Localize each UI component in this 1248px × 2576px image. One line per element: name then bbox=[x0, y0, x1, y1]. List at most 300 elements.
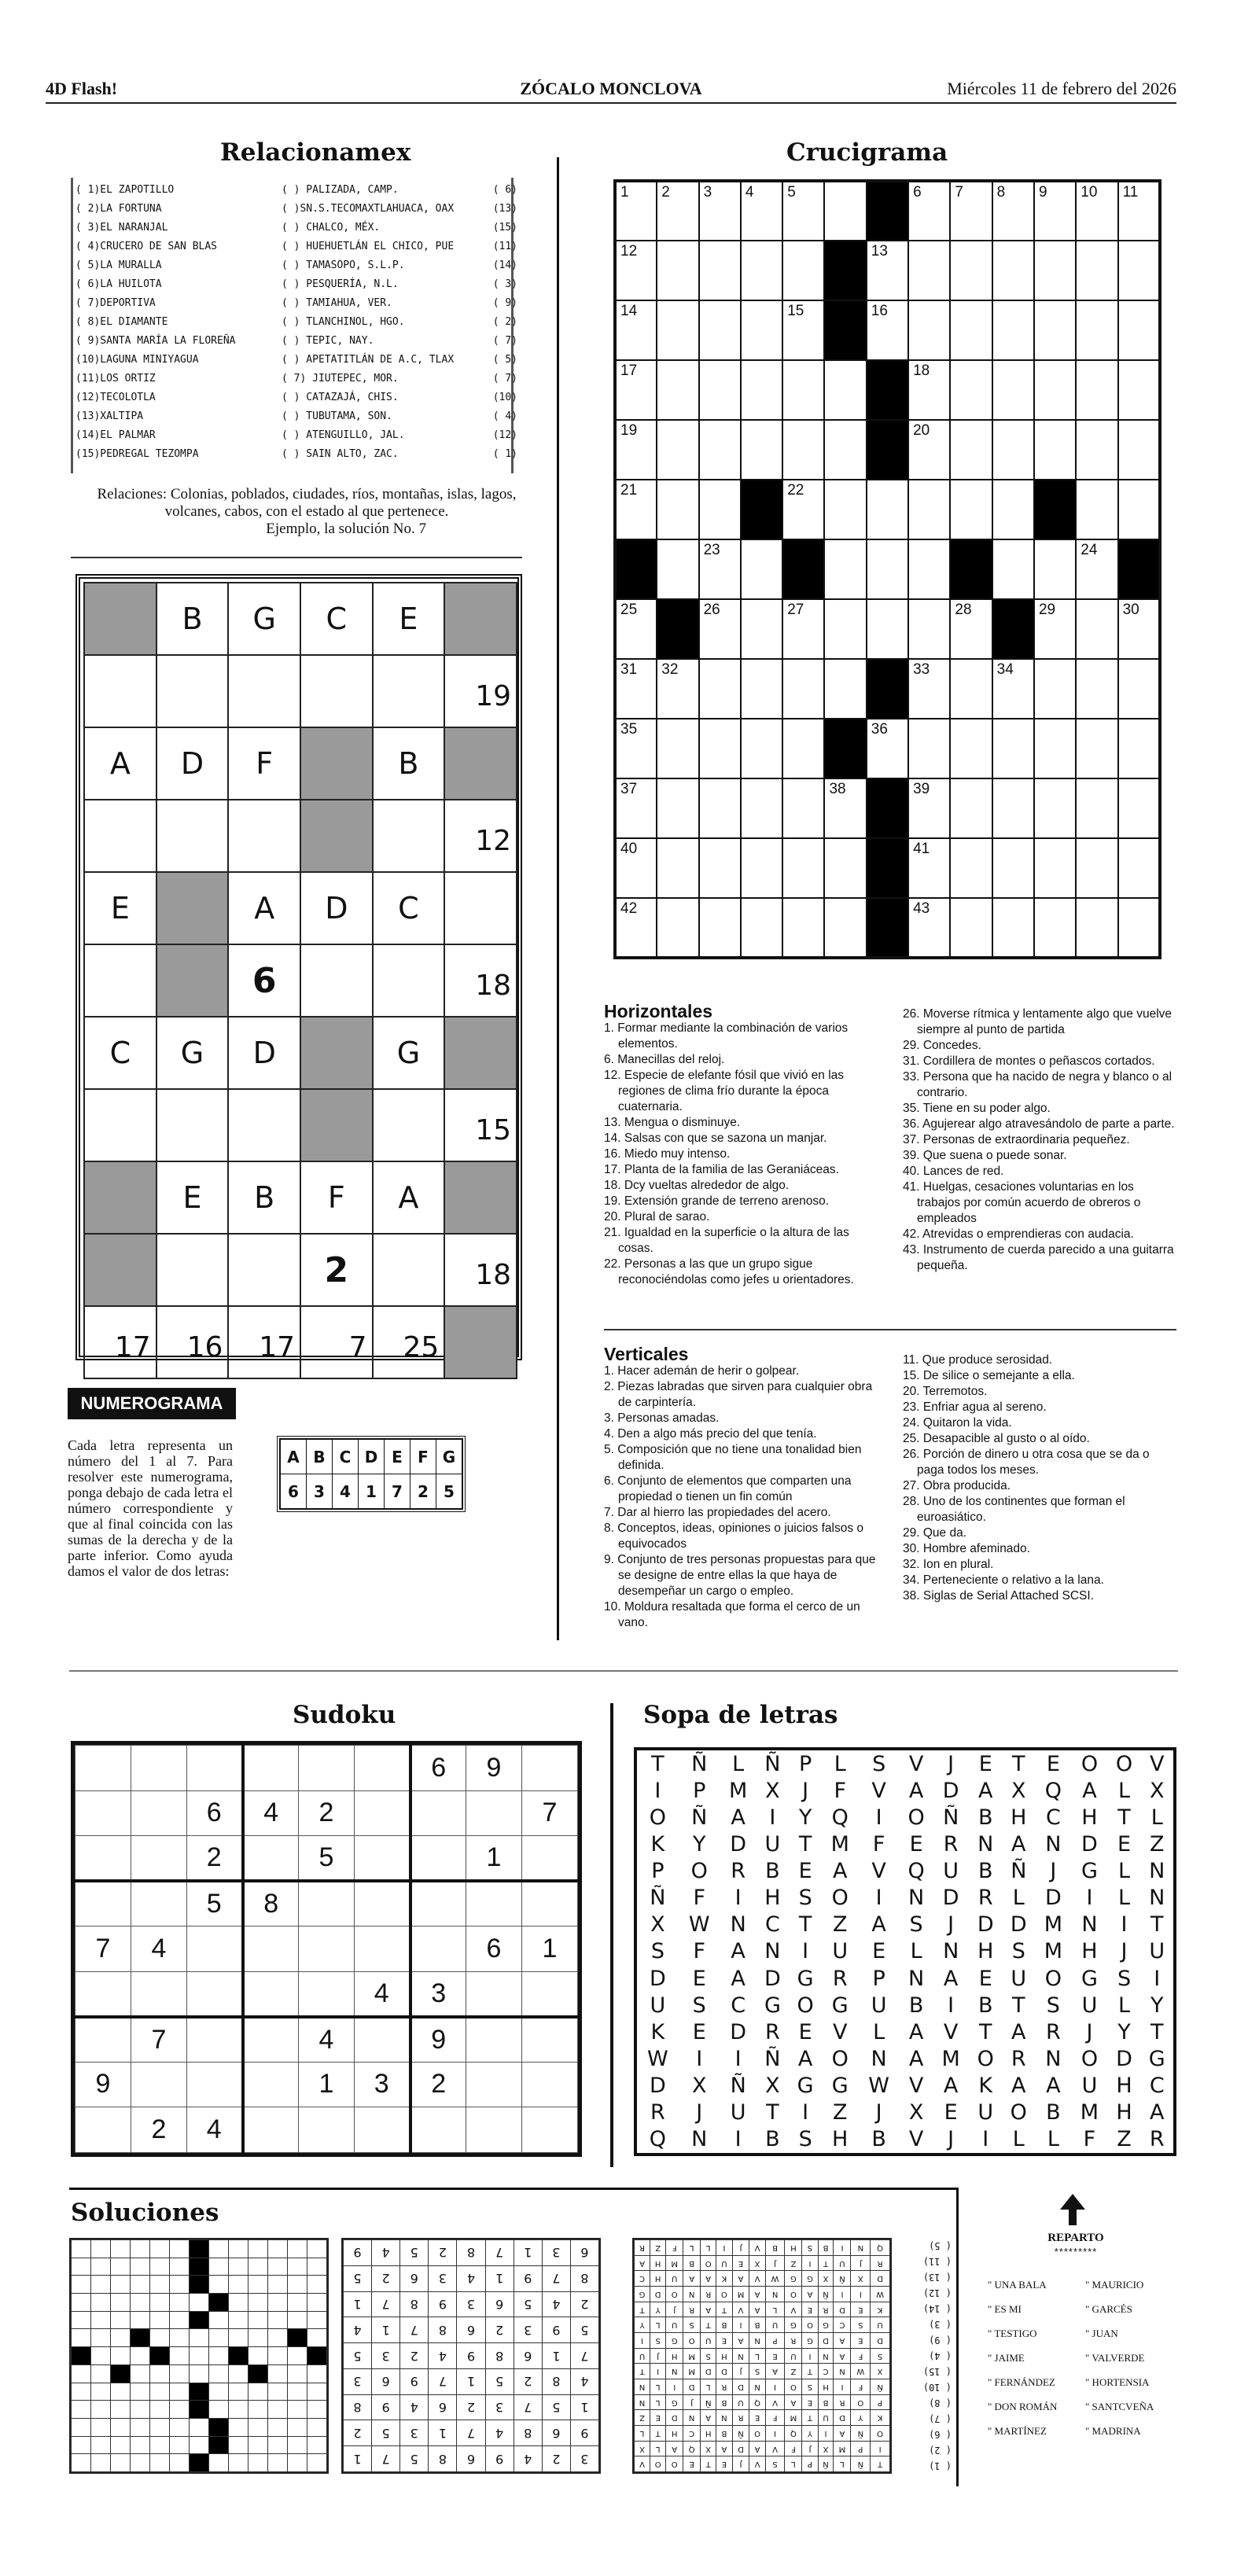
sudoku-cell[interactable] bbox=[355, 1836, 410, 1882]
sudoku-cell[interactable]: 2 bbox=[299, 1790, 355, 1836]
letter-cell[interactable]: O bbox=[1115, 1751, 1133, 1776]
crossword-cell[interactable] bbox=[824, 360, 866, 420]
sudoku-cell[interactable] bbox=[466, 1971, 522, 2017]
letter-cell[interactable]: I bbox=[802, 2100, 809, 2125]
sudoku-cell[interactable] bbox=[131, 1971, 187, 2017]
letter-cell[interactable]: Z bbox=[1117, 2127, 1132, 2152]
letter-cell[interactable]: J bbox=[948, 1912, 955, 1938]
sudoku-cell[interactable] bbox=[131, 1746, 187, 1791]
numerogram-cell[interactable]: A bbox=[228, 872, 300, 944]
letter-cell[interactable]: W bbox=[688, 1912, 710, 1938]
sudoku-cell[interactable]: 4 bbox=[243, 1790, 299, 1836]
letter-cell[interactable]: L bbox=[1012, 1886, 1025, 1911]
crossword-cell[interactable] bbox=[1118, 659, 1160, 719]
letter-cell[interactable]: I bbox=[875, 1805, 882, 1830]
letter-cell[interactable]: A bbox=[1046, 2074, 1061, 2099]
numerogram-cell[interactable]: A bbox=[373, 1161, 445, 1234]
letter-cell[interactable]: O bbox=[1080, 1751, 1099, 1776]
letter-cell[interactable]: N bbox=[907, 1886, 925, 1911]
sudoku-cell[interactable] bbox=[299, 1746, 355, 1791]
numerogram-cell[interactable] bbox=[84, 655, 156, 727]
letter-cell[interactable]: S bbox=[909, 1912, 923, 1938]
sudoku-cell[interactable] bbox=[243, 1836, 299, 1882]
numerogram-cell[interactable] bbox=[156, 800, 229, 872]
crossword-cell[interactable] bbox=[782, 778, 824, 838]
sudoku-cell[interactable] bbox=[243, 1926, 299, 1972]
sudoku-cell[interactable] bbox=[75, 1836, 131, 1882]
crossword-cell[interactable] bbox=[1118, 241, 1160, 300]
letter-cell[interactable]: D bbox=[764, 1966, 781, 1991]
numerogram-cell[interactable]: G bbox=[156, 1017, 229, 1089]
letter-cell[interactable]: I bbox=[1121, 1912, 1128, 1938]
sudoku-cell[interactable] bbox=[75, 1971, 131, 2017]
crossword-cell[interactable] bbox=[1118, 898, 1160, 958]
crossword-cell[interactable]: 24 bbox=[1076, 539, 1117, 599]
numerogram-cell[interactable]: D bbox=[228, 1017, 300, 1089]
letter-cell[interactable]: D bbox=[1044, 1886, 1062, 1911]
letter-cell[interactable]: M bbox=[729, 1778, 748, 1803]
letter-cell[interactable]: R bbox=[832, 1966, 848, 1991]
numerogram-cell[interactable]: 6 bbox=[228, 944, 300, 1017]
crossword-cell[interactable]: 30 bbox=[1118, 599, 1160, 659]
letter-cell[interactable]: T bbox=[1150, 2019, 1164, 2044]
crossword-cell[interactable] bbox=[950, 659, 992, 719]
letter-cell[interactable]: G bbox=[831, 1993, 849, 2018]
letter-cell[interactable]: S bbox=[872, 1751, 886, 1776]
letter-cell[interactable]: T bbox=[1012, 1993, 1025, 2018]
numerogram-cell[interactable] bbox=[373, 655, 445, 727]
letter-cell[interactable]: R bbox=[731, 1859, 746, 1884]
letter-cell[interactable]: V bbox=[871, 1859, 886, 1884]
numerogram-cell[interactable]: B bbox=[228, 1161, 300, 1234]
crossword-cell[interactable] bbox=[1076, 480, 1117, 539]
letter-cell[interactable]: K bbox=[650, 1831, 665, 1857]
letter-cell[interactable]: I bbox=[1154, 1966, 1161, 1991]
letter-cell[interactable]: E bbox=[1117, 1831, 1132, 1857]
letter-cell[interactable]: A bbox=[797, 2046, 813, 2071]
sudoku-cell[interactable]: 3 bbox=[355, 2062, 410, 2107]
crossword-cell[interactable]: 10 bbox=[1076, 181, 1117, 241]
numerogram-cell[interactable] bbox=[228, 1089, 300, 1161]
letter-cell[interactable]: J bbox=[696, 2100, 703, 2125]
numerogram-cell[interactable]: 25 bbox=[373, 1306, 445, 1378]
crossword-cell[interactable] bbox=[824, 898, 866, 958]
crossword-cell[interactable] bbox=[699, 420, 741, 480]
letter-cell[interactable]: C bbox=[1045, 1805, 1061, 1830]
crossword-cell[interactable] bbox=[824, 599, 866, 659]
letter-cell[interactable]: V bbox=[908, 2127, 924, 2152]
crossword-cell[interactable] bbox=[992, 719, 1034, 778]
crossword-cell[interactable]: 41 bbox=[908, 838, 950, 898]
letter-cell[interactable]: O bbox=[1080, 2046, 1099, 2071]
letter-cell[interactable]: C bbox=[1149, 2074, 1165, 2099]
sudoku-cell[interactable] bbox=[355, 1746, 410, 1791]
letter-cell[interactable]: V bbox=[943, 2019, 959, 2044]
letter-cell[interactable]: F bbox=[693, 1886, 705, 1911]
letter-cell[interactable]: U bbox=[650, 1993, 666, 2018]
letter-cell[interactable]: I bbox=[734, 2046, 742, 2071]
crossword-cell[interactable]: 42 bbox=[615, 898, 657, 958]
letter-cell[interactable]: L bbox=[873, 2019, 885, 2044]
letter-cell[interactable]: V bbox=[908, 1751, 924, 1776]
crossword-cell[interactable] bbox=[1034, 360, 1076, 420]
crossword-cell[interactable] bbox=[1034, 420, 1076, 480]
letter-cell[interactable]: G bbox=[1148, 2046, 1165, 2071]
crossword-cell[interactable] bbox=[1076, 898, 1117, 958]
letter-cell[interactable]: H bbox=[832, 2127, 849, 2152]
letter-cell[interactable]: G bbox=[831, 2074, 849, 2099]
letter-cell[interactable]: I bbox=[696, 2046, 703, 2071]
letter-cell[interactable]: N bbox=[691, 2127, 708, 2152]
numerogram-cell[interactable]: 19 bbox=[444, 655, 517, 727]
letter-cell[interactable]: Ñ bbox=[691, 1805, 708, 1830]
letter-cell[interactable]: X bbox=[1150, 1778, 1165, 1803]
letter-cell[interactable]: A bbox=[943, 2074, 959, 2099]
letter-cell[interactable]: X bbox=[650, 1912, 665, 1938]
letter-cell[interactable]: O bbox=[831, 2046, 849, 2071]
letter-cell[interactable]: Y bbox=[1150, 1993, 1164, 2018]
letter-cell[interactable]: S bbox=[798, 1886, 812, 1911]
letter-cell[interactable]: N bbox=[730, 1912, 746, 1938]
letter-cell[interactable]: T bbox=[1012, 1751, 1025, 1776]
sudoku-cell[interactable] bbox=[299, 2107, 355, 2153]
sudoku-cell[interactable]: 7 bbox=[75, 1926, 131, 1972]
letter-cell[interactable]: S bbox=[1117, 1966, 1132, 1991]
letter-cell[interactable]: A bbox=[908, 1778, 924, 1803]
letter-cell[interactable]: O bbox=[907, 1805, 925, 1830]
crossword-cell[interactable] bbox=[992, 360, 1034, 420]
letter-cell[interactable]: E bbox=[944, 2100, 958, 2125]
crossword-cell[interactable] bbox=[657, 539, 698, 599]
crossword-cell[interactable]: 6 bbox=[908, 181, 950, 241]
crossword-cell[interactable] bbox=[867, 599, 908, 659]
sudoku-cell[interactable] bbox=[131, 1790, 187, 1836]
crossword-cell[interactable] bbox=[657, 719, 698, 778]
letter-cell[interactable]: T bbox=[651, 1751, 664, 1776]
letter-cell[interactable]: F bbox=[693, 1939, 705, 1964]
letter-cell[interactable]: U bbox=[977, 2100, 994, 2125]
letter-cell[interactable]: J bbox=[1121, 1939, 1128, 1964]
letter-cell[interactable]: H bbox=[1081, 1939, 1098, 1964]
numerogram-cell[interactable]: B bbox=[373, 727, 445, 800]
crossword-cell[interactable] bbox=[699, 778, 741, 838]
letter-cell[interactable]: D bbox=[730, 2019, 747, 2044]
letter-cell[interactable]: D bbox=[650, 1966, 666, 1991]
letter-cell[interactable]: L bbox=[1012, 2127, 1025, 2152]
sudoku-cell[interactable] bbox=[466, 2062, 522, 2107]
crossword-cell[interactable] bbox=[1118, 300, 1160, 360]
crossword-cell[interactable]: 35 bbox=[615, 719, 657, 778]
sudoku-cell[interactable] bbox=[299, 1971, 355, 2017]
sudoku-cell[interactable] bbox=[131, 1881, 187, 1926]
crossword-cell[interactable] bbox=[950, 480, 992, 539]
crossword-cell[interactable]: 19 bbox=[615, 420, 657, 480]
letter-cell[interactable]: G bbox=[1080, 1966, 1098, 1991]
sudoku-cell[interactable] bbox=[243, 1971, 299, 2017]
crossword-cell[interactable] bbox=[657, 838, 698, 898]
numerogram-cell[interactable]: D bbox=[156, 727, 229, 800]
crossword-cell[interactable] bbox=[908, 539, 950, 599]
letter-cell[interactable]: C bbox=[764, 1912, 780, 1938]
letter-cell[interactable]: Z bbox=[832, 1912, 848, 1938]
letter-cell[interactable]: L bbox=[910, 1939, 922, 1964]
letter-cell[interactable]: R bbox=[650, 2100, 665, 2125]
letter-cell[interactable]: S bbox=[1046, 1993, 1060, 2018]
letter-cell[interactable]: I bbox=[734, 1886, 742, 1911]
crossword-cell[interactable] bbox=[1118, 480, 1160, 539]
letter-cell[interactable]: E bbox=[909, 1831, 923, 1857]
letter-cell[interactable]: L bbox=[1117, 1778, 1131, 1803]
crossword-cell[interactable] bbox=[992, 241, 1034, 300]
letter-cell[interactable]: K bbox=[650, 2019, 665, 2044]
letter-cell[interactable]: Y bbox=[798, 1805, 812, 1830]
letter-cell[interactable]: Y bbox=[692, 1831, 706, 1857]
letter-cell[interactable]: I bbox=[734, 2127, 742, 2152]
sudoku-cell[interactable] bbox=[243, 2017, 299, 2063]
crossword-cell[interactable] bbox=[741, 300, 782, 360]
letter-cell[interactable]: M bbox=[1044, 1939, 1063, 1964]
crossword-cell[interactable] bbox=[699, 898, 741, 958]
sudoku-cell[interactable] bbox=[522, 2017, 578, 2063]
crossword-cell[interactable]: 37 bbox=[615, 778, 657, 838]
letter-cell[interactable]: G bbox=[797, 1966, 814, 1991]
crossword-cell[interactable] bbox=[741, 898, 782, 958]
crossword-cell[interactable]: 7 bbox=[950, 181, 992, 241]
sudoku-cell[interactable] bbox=[522, 1746, 578, 1791]
crossword-cell[interactable] bbox=[992, 539, 1034, 599]
crossword-cell[interactable] bbox=[992, 898, 1034, 958]
letter-cell[interactable]: I bbox=[654, 1778, 661, 1803]
letter-cell[interactable]: M bbox=[1080, 2100, 1099, 2125]
letter-cell[interactable]: I bbox=[982, 2127, 989, 2152]
letter-cell[interactable]: H bbox=[1116, 2074, 1132, 2099]
sudoku-cell[interactable] bbox=[75, 2017, 131, 2063]
numerogram-cell[interactable]: 2 bbox=[300, 1234, 373, 1306]
crossword-cell[interactable] bbox=[950, 898, 992, 958]
letter-cell[interactable]: P bbox=[872, 1966, 885, 1991]
letter-cell[interactable]: Ñ bbox=[650, 1886, 666, 1911]
letter-cell[interactable]: B bbox=[765, 1859, 780, 1884]
sudoku-cell[interactable] bbox=[410, 1926, 466, 1972]
sudoku-cell[interactable] bbox=[355, 2107, 410, 2153]
crossword-cell[interactable] bbox=[741, 539, 782, 599]
numerogram-cell[interactable]: E bbox=[84, 872, 156, 944]
letter-cell[interactable]: I bbox=[802, 1939, 809, 1964]
letter-cell[interactable]: Q bbox=[649, 2127, 667, 2152]
numerogram-cell[interactable] bbox=[444, 872, 517, 944]
crossword-cell[interactable] bbox=[782, 659, 824, 719]
sudoku-cell[interactable] bbox=[131, 2062, 187, 2107]
numerogram-cell[interactable]: C bbox=[373, 872, 445, 944]
crossword-cell[interactable] bbox=[741, 241, 782, 300]
numerogram-cell[interactable]: 15 bbox=[444, 1089, 517, 1161]
letter-cell[interactable]: A bbox=[1082, 1778, 1097, 1803]
letter-cell[interactable]: A bbox=[943, 1966, 959, 1991]
letter-cell[interactable]: N bbox=[1149, 1886, 1165, 1911]
crossword-cell[interactable] bbox=[1076, 300, 1117, 360]
letter-cell[interactable]: R bbox=[977, 1886, 993, 1911]
letter-cell[interactable]: E bbox=[692, 1966, 706, 1991]
numerogram-cell[interactable]: 17 bbox=[84, 1306, 156, 1378]
crossword-cell[interactable] bbox=[1034, 898, 1076, 958]
letter-cell[interactable]: E bbox=[872, 1939, 886, 1964]
sudoku-cell[interactable]: 2 bbox=[187, 1836, 243, 1882]
sudoku-cell[interactable] bbox=[355, 2017, 410, 2063]
sudoku-cell[interactable] bbox=[355, 1790, 410, 1836]
sudoku-cell[interactable]: 2 bbox=[131, 2107, 187, 2153]
letter-cell[interactable]: U bbox=[1081, 2074, 1098, 2099]
sudoku-cell[interactable] bbox=[410, 1836, 466, 1882]
numerogram-cell[interactable]: 16 bbox=[156, 1306, 229, 1378]
crossword-cell[interactable] bbox=[741, 838, 782, 898]
crossword-cell[interactable] bbox=[950, 719, 992, 778]
letter-cell[interactable]: D bbox=[942, 1778, 959, 1803]
crossword-cell[interactable] bbox=[950, 838, 992, 898]
sudoku-cell[interactable]: 9 bbox=[466, 1746, 522, 1791]
letter-cell[interactable]: D bbox=[730, 1831, 747, 1857]
numerogram-cell[interactable] bbox=[228, 800, 300, 872]
sudoku-cell[interactable]: 5 bbox=[187, 1881, 243, 1926]
crossword-cell[interactable]: 27 bbox=[782, 599, 824, 659]
crossword-cell[interactable]: 29 bbox=[1034, 599, 1076, 659]
crossword-cell[interactable] bbox=[908, 241, 950, 300]
letter-cell[interactable]: K bbox=[978, 2074, 993, 2099]
crossword-cell[interactable] bbox=[1076, 838, 1117, 898]
letter-cell[interactable]: N bbox=[943, 1939, 959, 1964]
crossword-cell[interactable]: 25 bbox=[615, 599, 657, 659]
crossword-cell[interactable]: 39 bbox=[908, 778, 950, 838]
numerogram-cell[interactable] bbox=[156, 1234, 229, 1306]
crossword-cell[interactable] bbox=[950, 241, 992, 300]
letter-cell[interactable]: E bbox=[978, 1751, 992, 1776]
sudoku-cell[interactable]: 3 bbox=[410, 1971, 466, 2017]
letter-cell[interactable]: Q bbox=[907, 1859, 925, 1884]
crossword-cell[interactable]: 5 bbox=[782, 181, 824, 241]
crossword-cell[interactable]: 26 bbox=[699, 599, 741, 659]
crossword-cell[interactable] bbox=[1118, 778, 1160, 838]
crossword-cell[interactable]: 33 bbox=[908, 659, 950, 719]
crossword-cell[interactable] bbox=[992, 480, 1034, 539]
crossword-cell[interactable] bbox=[657, 778, 698, 838]
crossword-cell[interactable]: 20 bbox=[908, 420, 950, 480]
crossword-cell[interactable] bbox=[699, 838, 741, 898]
letter-cell[interactable]: H bbox=[977, 1939, 994, 1964]
letter-cell[interactable]: M bbox=[1044, 1912, 1063, 1938]
letter-cell[interactable]: J bbox=[948, 1751, 955, 1776]
letter-cell[interactable]: Ñ bbox=[943, 1805, 959, 1830]
letter-cell[interactable]: N bbox=[1045, 1831, 1062, 1857]
letter-cell[interactable]: V bbox=[871, 1778, 886, 1803]
letter-cell[interactable]: E bbox=[798, 1859, 812, 1884]
crossword-cell[interactable]: 14 bbox=[615, 300, 657, 360]
sudoku-cell[interactable] bbox=[522, 1836, 578, 1882]
numerogram-cell[interactable] bbox=[300, 655, 373, 727]
letter-cell[interactable]: X bbox=[1011, 1778, 1026, 1803]
crossword-cell[interactable]: 11 bbox=[1118, 181, 1160, 241]
letter-cell[interactable]: A bbox=[977, 1778, 993, 1803]
crossword-cell[interactable]: 8 bbox=[992, 181, 1034, 241]
letter-cell[interactable]: R bbox=[943, 1831, 959, 1857]
crossword-cell[interactable] bbox=[1118, 360, 1160, 420]
letter-cell[interactable]: H bbox=[1116, 2100, 1132, 2125]
crossword-cell[interactable] bbox=[1076, 719, 1117, 778]
letter-cell[interactable]: O bbox=[649, 1805, 667, 1830]
crossword-cell[interactable]: 16 bbox=[867, 300, 908, 360]
letter-cell[interactable]: U bbox=[1149, 1939, 1165, 1964]
numerogram-cell[interactable]: 18 bbox=[444, 1234, 517, 1306]
crossword-cell[interactable] bbox=[992, 838, 1034, 898]
crossword-cell[interactable] bbox=[824, 420, 866, 480]
numerogram-cell[interactable] bbox=[373, 1089, 445, 1161]
letter-cell[interactable]: A bbox=[1150, 2100, 1165, 2125]
crossword-cell[interactable] bbox=[1118, 719, 1160, 778]
crossword-cell[interactable] bbox=[699, 659, 741, 719]
sudoku-cell[interactable]: 4 bbox=[131, 1926, 187, 1972]
sudoku-cell[interactable] bbox=[522, 2107, 578, 2153]
letter-cell[interactable]: J bbox=[948, 2127, 955, 2152]
letter-cell[interactable]: N bbox=[871, 2046, 887, 2071]
letter-cell[interactable]: W bbox=[647, 2046, 668, 2071]
letter-cell[interactable]: B bbox=[765, 2127, 780, 2152]
sudoku-cell[interactable]: 8 bbox=[243, 1881, 299, 1926]
crossword-cell[interactable] bbox=[867, 539, 908, 599]
crossword-cell[interactable]: 9 bbox=[1034, 181, 1076, 241]
numerogram-cell[interactable] bbox=[373, 1234, 445, 1306]
letter-cell[interactable]: Q bbox=[831, 1805, 849, 1830]
crossword-cell[interactable] bbox=[657, 898, 698, 958]
letter-cell[interactable]: U bbox=[1011, 1966, 1027, 1991]
sudoku-cell[interactable] bbox=[466, 1881, 522, 1926]
letter-cell[interactable]: U bbox=[1081, 1993, 1098, 2018]
crossword-cell[interactable] bbox=[657, 300, 698, 360]
sudoku-cell[interactable]: 1 bbox=[522, 1926, 578, 1972]
letter-cell[interactable]: N bbox=[1081, 1912, 1098, 1938]
letter-cell[interactable]: D bbox=[977, 1912, 994, 1938]
letter-cell[interactable]: I bbox=[1086, 1886, 1093, 1911]
letter-cell[interactable]: O bbox=[831, 1886, 849, 1911]
numerogram-cell[interactable]: F bbox=[228, 727, 300, 800]
crossword-cell[interactable] bbox=[657, 360, 698, 420]
sudoku-cell[interactable] bbox=[131, 1836, 187, 1882]
letter-cell[interactable]: O bbox=[1044, 1966, 1062, 1991]
numerogram-cell[interactable]: E bbox=[373, 583, 445, 655]
crossword-cell[interactable] bbox=[950, 300, 992, 360]
letter-cell[interactable]: F bbox=[1083, 2127, 1096, 2152]
letter-cell[interactable]: D bbox=[1116, 2046, 1132, 2071]
letter-cell[interactable]: L bbox=[1047, 2127, 1059, 2152]
crossword-cell[interactable]: 31 bbox=[615, 659, 657, 719]
crossword-cell[interactable] bbox=[867, 480, 908, 539]
crossword-cell[interactable] bbox=[1076, 420, 1117, 480]
crossword-cell[interactable]: 21 bbox=[615, 480, 657, 539]
crossword-cell[interactable]: 22 bbox=[782, 480, 824, 539]
sudoku-cell[interactable]: 6 bbox=[466, 1926, 522, 1972]
numerogram-cell[interactable]: G bbox=[228, 583, 300, 655]
letter-cell[interactable]: J bbox=[1086, 2019, 1093, 2044]
crossword-cell[interactable] bbox=[741, 719, 782, 778]
crossword-cell[interactable]: 3 bbox=[699, 181, 741, 241]
letter-cell[interactable]: E bbox=[692, 2019, 706, 2044]
sudoku-cell[interactable] bbox=[75, 1746, 131, 1791]
letter-cell[interactable]: T bbox=[1150, 1912, 1164, 1938]
letter-cell[interactable]: Q bbox=[1044, 1778, 1062, 1803]
letter-cell[interactable]: A bbox=[731, 1805, 745, 1830]
sudoku-cell[interactable] bbox=[243, 2062, 299, 2107]
letter-cell[interactable]: N bbox=[1045, 2046, 1062, 2071]
sudoku-cell[interactable]: 5 bbox=[299, 1836, 355, 1882]
letter-cell[interactable]: L bbox=[834, 1751, 846, 1776]
sudoku-cell[interactable]: 6 bbox=[410, 1746, 466, 1791]
